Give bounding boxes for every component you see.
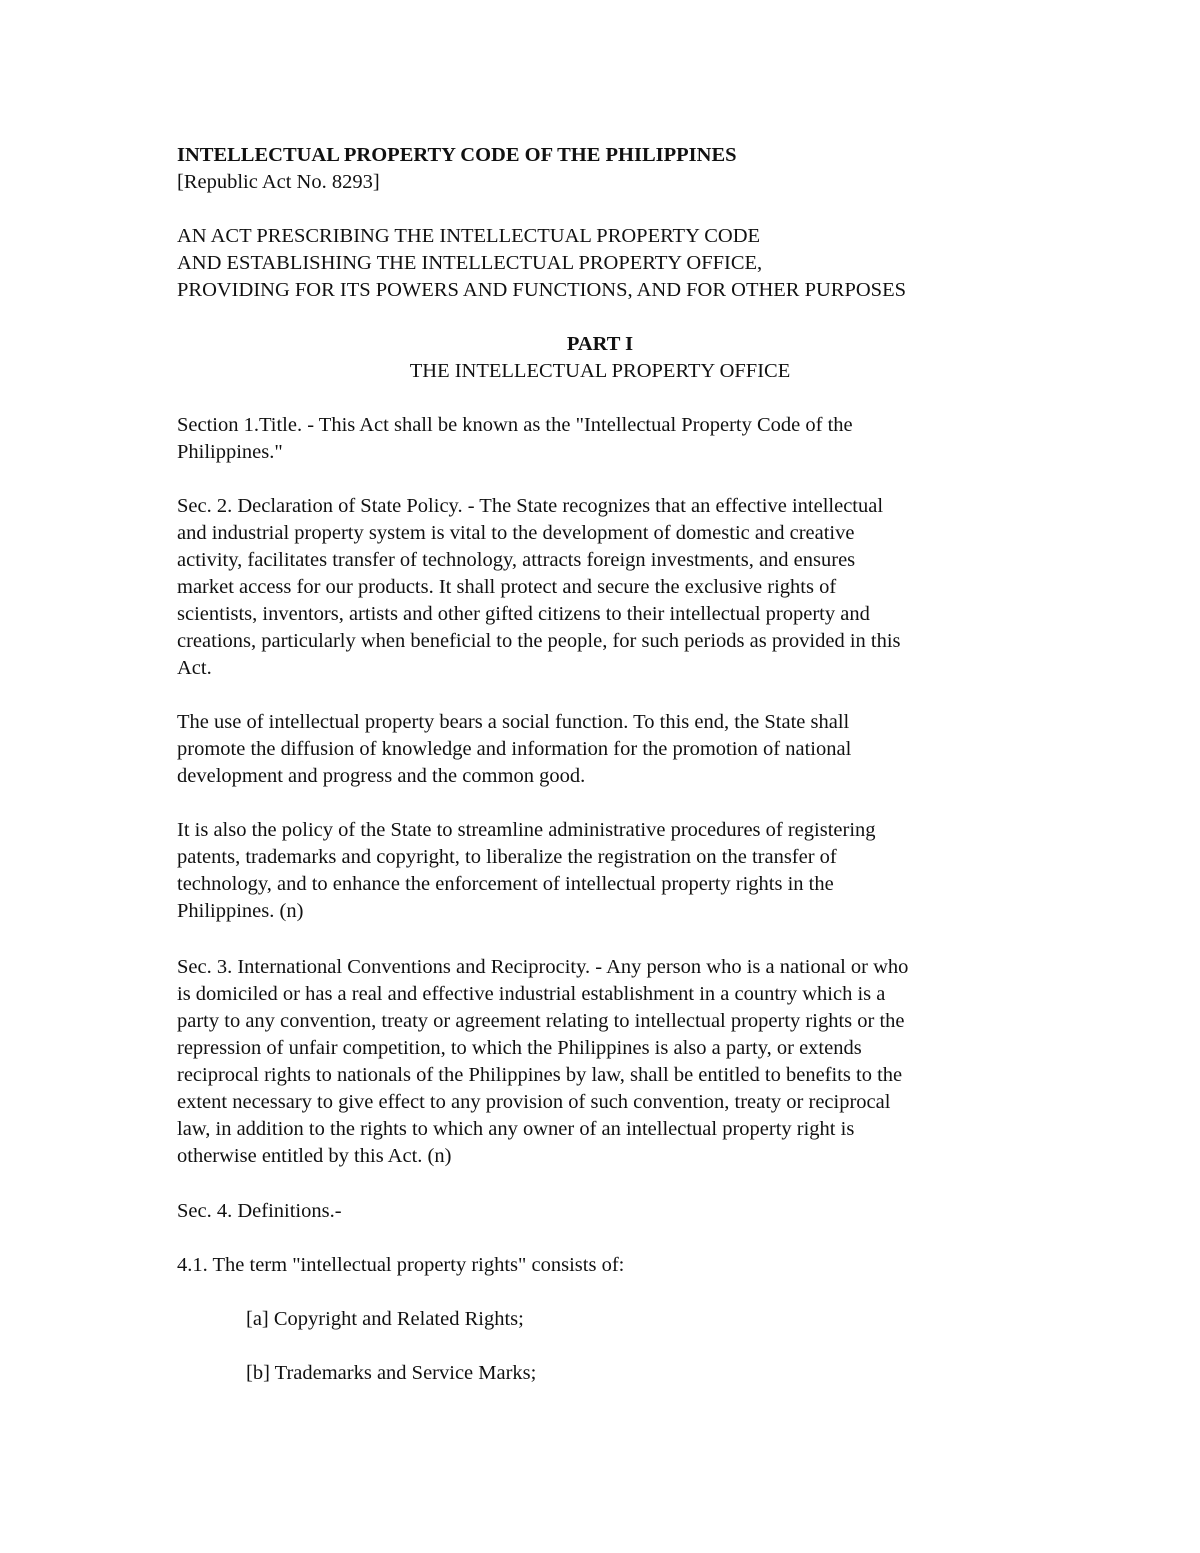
definition-list-item: [a] Copyright and Related Rights; bbox=[246, 1308, 524, 1330]
section-2-line: and industrial property system is vital to the development of domestic and creative bbox=[177, 522, 855, 544]
act-title-line: PROVIDING FOR ITS POWERS AND FUNCTIONS, AND FOR OTHER PURPOSES bbox=[177, 279, 907, 301]
section-2-paragraph-2-line: The use of intellectual property bears a social function. To this end, the State shall bbox=[177, 711, 850, 733]
section-1-line: Section 1.Title. - This Act shall be known as the "Intellectual Property Code of the bbox=[177, 414, 853, 436]
section-2-paragraph-3-line: Philippines. (n) bbox=[177, 900, 304, 922]
section-3-line: is domiciled or has a real and effective industrial establishment in a country which is a bbox=[177, 983, 886, 1005]
act-title-line: AND ESTABLISHING THE INTELLECTUAL PROPERTY OFFICE, bbox=[177, 252, 763, 274]
section-2-paragraph-3-line: patents, trademarks and copyright, to liberalize the registration on the transfer of bbox=[177, 846, 837, 868]
section-2-line: activity, facilitates transfer of technology, attracts foreign investments, and ensures bbox=[177, 549, 856, 571]
section-3-line: Sec. 3. International Conventions and Reciprocity. - Any person who is a national or who bbox=[177, 956, 909, 978]
definition-list-item: [b] Trademarks and Service Marks; bbox=[246, 1362, 537, 1384]
section-4-heading: Sec. 4. Definitions.- bbox=[177, 1200, 342, 1222]
part-heading: PART I bbox=[566, 333, 634, 355]
act-title-line: AN ACT PRESCRIBING THE INTELLECTUAL PROPERTY CODE bbox=[177, 225, 761, 247]
section-2-paragraph-2-line: promote the diffusion of knowledge and information for the promotion of national bbox=[177, 738, 852, 760]
section-3-line: repression of unfair competition, to which the Philippines is also a party, or extends bbox=[177, 1037, 862, 1059]
section-2-line: market access for our products. It shall protect and secure the exclusive rights of bbox=[177, 576, 837, 598]
section-4-1-definition: 4.1. The term "intellectual property rights" consists of: bbox=[177, 1254, 625, 1276]
section-2-paragraph-3-line: technology, and to enhance the enforcement of intellectual property rights in the bbox=[177, 873, 834, 895]
part-subtitle: THE INTELLECTUAL PROPERTY OFFICE bbox=[409, 360, 791, 382]
section-1-line: Philippines." bbox=[177, 441, 283, 463]
section-3-line: law, in addition to the rights to which any owner of an intellectual property right is bbox=[177, 1118, 855, 1140]
section-2-line: scientists, inventors, artists and other gifted citizens to their intellectual property and bbox=[177, 603, 870, 625]
section-2-paragraph-3-line: It is also the policy of the State to streamline administrative procedures of registering bbox=[177, 819, 876, 841]
section-3-line: reciprocal rights to nationals of the Philippines by law, shall be entitled to benefits to the bbox=[177, 1064, 903, 1086]
section-2-paragraph-2-line: development and progress and the common good. bbox=[177, 765, 586, 787]
section-2-line: Act. bbox=[177, 657, 212, 679]
section-3-line: extent necessary to give effect to any provision of such convention, treaty or reciprocal bbox=[177, 1091, 891, 1113]
section-2-line: creations, particularly when beneficial to the people, for such periods as provided in this bbox=[177, 630, 901, 652]
section-3-line: otherwise entitled by this Act. (n) bbox=[177, 1145, 452, 1167]
section-2-line: Sec. 2. Declaration of State Policy. - The State recognizes that an effective intellectual bbox=[177, 495, 884, 517]
republic-act-number: [Republic Act No. 8293] bbox=[177, 171, 380, 193]
document-title: INTELLECTUAL PROPERTY CODE OF THE PHILIPPINES bbox=[177, 144, 737, 166]
section-3-line: party to any convention, treaty or agreement relating to intellectual property rights or the bbox=[177, 1010, 905, 1032]
